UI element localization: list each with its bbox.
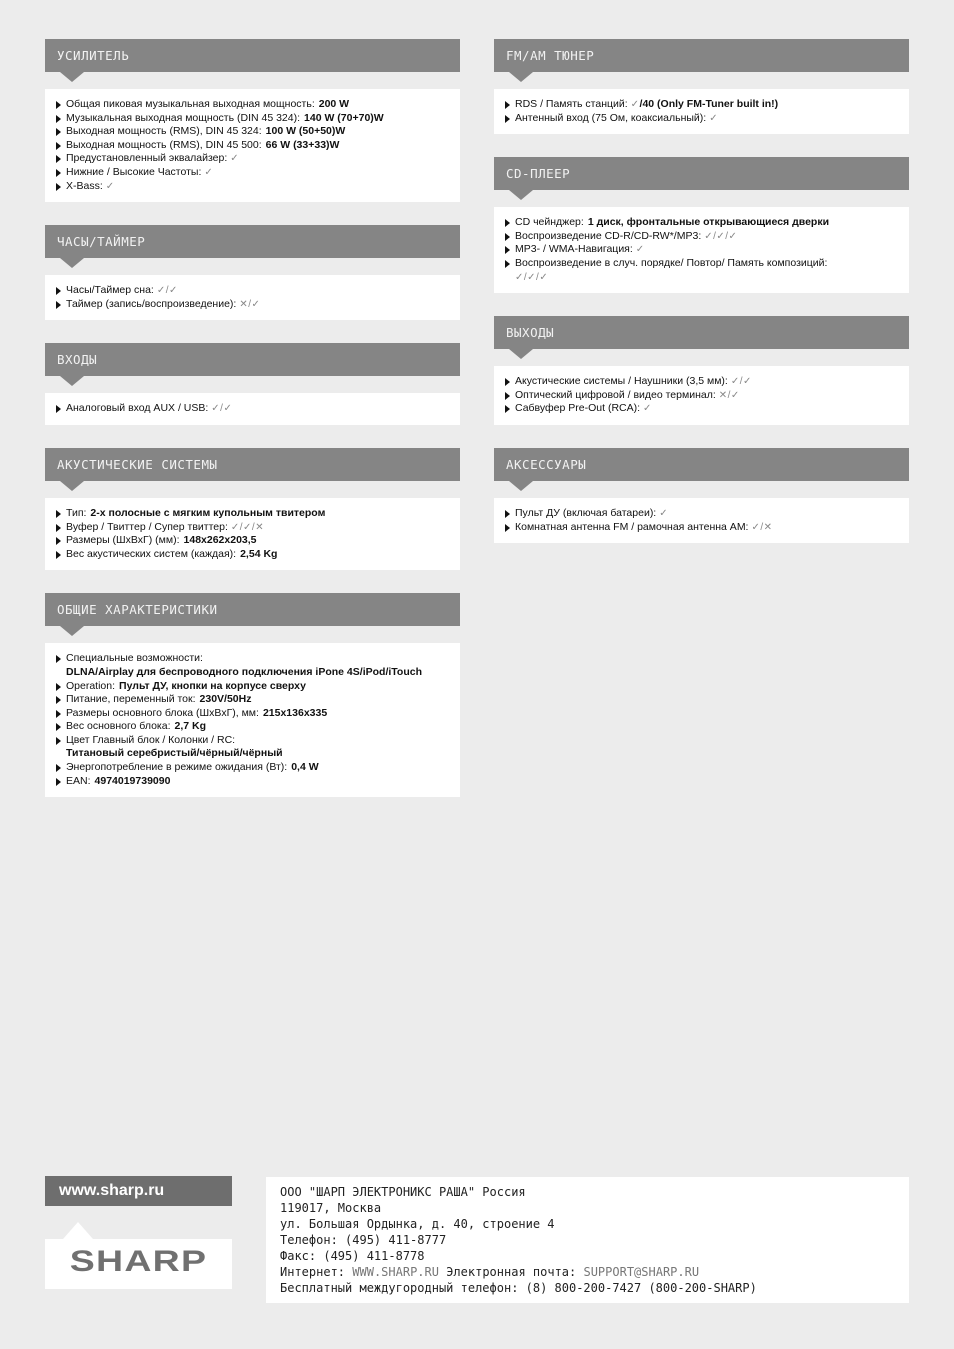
spec-value: 4974019739090: [94, 774, 171, 787]
spec-item: [56, 166, 450, 180]
spec-label: Нижние / Высокие Частоты:: [66, 165, 202, 178]
spec-value: /40 (Only FM-Tuner built in!): [639, 98, 779, 110]
spec-item: [56, 125, 450, 139]
spec-label: Аналоговый вход AUX / USB:: [66, 402, 209, 415]
spec-section: [45, 39, 460, 202]
spec-label: Пульт ДУ (включая батареи):: [515, 506, 657, 519]
spec-value: 200 W: [318, 98, 350, 110]
email-link[interactable]: SUPPORT@SHARP.RU: [583, 1265, 700, 1279]
check-icon: ✓: [630, 99, 640, 110]
spec-item: [56, 152, 450, 166]
check-icon: ✓/✓/✕: [230, 521, 265, 533]
section-title: CD-ПЛЕЕР: [494, 157, 909, 190]
spec-label: CD чейнджер:: [515, 216, 584, 229]
spec-item: [505, 243, 899, 257]
section-body: [494, 207, 909, 293]
spec-value: 1 диск, фронтальные открывающиеся дверки: [587, 216, 830, 229]
spec-item: [56, 402, 450, 416]
logo-text: SHARP: [69, 1245, 208, 1278]
spec-label: Комнатная антенна FM / рамочная антенна AM:: [515, 520, 749, 533]
spec-item: [56, 298, 450, 312]
check-icon: ✕/✓: [239, 298, 261, 310]
spec-item: [56, 652, 450, 679]
spec-item: [56, 112, 450, 126]
check-icon: ✓/✓/✓: [515, 271, 549, 283]
spec-item: [56, 521, 450, 535]
check-icon: ✓/✓/✓: [704, 230, 738, 242]
spec-value: 230V/50Hz: [199, 693, 252, 706]
spec-label: Размеры (ШхВхГ) (мм):: [66, 534, 180, 547]
spec-item: [56, 707, 450, 721]
section-title: ЧАСЫ/ТАЙМЕР: [45, 225, 460, 258]
spec-label: Сабвуфер Pre-Out (RCA):: [515, 402, 641, 415]
section-body: [45, 89, 460, 202]
check-icon: ✓: [230, 153, 240, 165]
check-icon: ✓/✓: [156, 285, 178, 297]
spec-value: Титановый серебристый/чёрный/чёрный: [66, 747, 283, 760]
check-icon: ✓: [204, 166, 214, 178]
spec-item: [505, 402, 899, 416]
spec-section: [494, 157, 909, 293]
right-column: [494, 39, 909, 566]
spec-item: [56, 534, 450, 548]
spec-item: [56, 761, 450, 775]
spec-label: Operation:: [66, 679, 116, 692]
check-icon: ✓: [105, 180, 115, 192]
spec-item: [56, 693, 450, 707]
spec-label: Таймер (запись/воспроизведение):: [66, 297, 237, 310]
spec-item: [56, 507, 450, 521]
check-icon: ✓: [643, 403, 652, 415]
spec-item: [56, 548, 450, 562]
spec-item: [505, 112, 899, 126]
spec-section: [45, 343, 460, 425]
check-icon: ✓: [635, 244, 645, 256]
section-title: ОБЩИЕ ХАРАКТЕРИСТИКИ: [45, 593, 460, 626]
check-icon: ✓: [659, 507, 669, 519]
section-title: FM/AM ТЮНЕР: [494, 39, 909, 72]
check-icon: ✓: [709, 112, 719, 124]
spec-value: 148x262x203,5: [183, 534, 257, 547]
check-icon: ✓/✓: [211, 403, 233, 415]
spec-label: Энергопотребление в режиме ожидания (Вт):: [66, 761, 288, 774]
spec-section: [45, 225, 460, 320]
left-column: [45, 39, 460, 820]
section-title: ВХОДЫ: [45, 343, 460, 376]
spec-label: Антенный вход (75 Ом, коаксиальный):: [515, 111, 707, 124]
website-url[interactable]: www.sharp.ru: [45, 1176, 232, 1206]
spec-value: Пульт ДУ, кнопки на корпусе сверху: [119, 679, 306, 692]
spec-section: [494, 39, 909, 134]
postal-code: 119017, Москва: [280, 1201, 382, 1215]
spec-value: 2,7 Kg: [174, 720, 207, 733]
check-icon: ✓/✕: [751, 521, 773, 533]
spec-item: [56, 284, 450, 298]
spec-label: Вес основного блока:: [66, 720, 171, 733]
spec-value: 215x136x335: [262, 706, 328, 719]
spec-item: [56, 180, 450, 194]
check-icon: ✕/✓: [718, 389, 740, 401]
spec-value: 66 W (33+33)W: [265, 138, 340, 151]
spec-label: Воспроизведение в случ. порядке/ Повтор/ Память композиций:: [515, 256, 828, 269]
spec-value: DLNA/Airplay для беспроводного подключения iPone 4S/iPod/iTouch: [66, 665, 422, 678]
section-body: [45, 643, 460, 797]
spec-item: [505, 257, 899, 284]
spec-label: Вес акустических систем (каждая):: [66, 547, 237, 560]
spec-item: [505, 507, 899, 521]
spec-value: 0,4 W: [291, 761, 319, 774]
section-title: УСИЛИТЕЛЬ: [45, 39, 460, 72]
spec-label: Общая пиковая музыкальная выходная мощность:: [66, 98, 315, 110]
phone-number: Телефон: (495) 411-8777: [280, 1233, 447, 1247]
spec-label: MP3- / WMA-Навигация:: [515, 243, 633, 256]
spec-label: Тип:: [66, 506, 87, 519]
section-body: [45, 498, 460, 570]
spec-label: EAN:: [66, 774, 91, 787]
internet-line: [280, 1264, 895, 1280]
section-body: [494, 366, 909, 425]
section-title: АКСЕССУАРЫ: [494, 448, 909, 481]
spec-value: 2-х полосные с мягким купольным твитером: [90, 506, 326, 519]
street-address: ул. Большая Ордынка, д. 40, строение 4: [280, 1217, 555, 1231]
spec-label: Питание, переменный ток:: [66, 693, 196, 706]
check-icon: ✓/✓: [730, 376, 752, 388]
spec-label: Размеры основного блока (ШхВхГ), мм:: [66, 706, 259, 719]
spec-item: [505, 230, 899, 244]
spec-item: [505, 98, 899, 112]
spec-item: [56, 775, 450, 789]
sharp-logo: [45, 1239, 232, 1289]
spec-label: Выходная мощность (RMS), DIN 45 500:: [66, 138, 262, 151]
spec-section: [494, 448, 909, 543]
spec-section: [45, 593, 460, 797]
spec-label: Предустановленный эквалайзер:: [66, 152, 228, 165]
spec-item: [505, 216, 899, 230]
email-label: Электронная почта:: [446, 1265, 577, 1279]
spec-value: 140 W (70+70)W: [304, 111, 384, 124]
company-name: ООО "ШАРП ЭЛЕКТРОНИКС РАША" Россия: [280, 1185, 526, 1199]
spec-value: 2,54 Kg: [240, 547, 278, 560]
spec-label: RDS / Память станций:: [515, 98, 628, 110]
spec-item: [505, 375, 899, 389]
spec-label: Часы/Таймер сна:: [66, 284, 154, 297]
spec-section: [45, 448, 460, 570]
spec-item: [56, 680, 450, 694]
spec-item: [56, 98, 450, 112]
internet-label: Интернет:: [280, 1265, 346, 1279]
spec-value: 100 W (50+50)W: [265, 125, 346, 138]
fax-number: Факс: (495) 411-8778: [280, 1249, 425, 1263]
hotline-number: Бесплатный междугородный телефон: (8) 800-200-7427 (800-200-SHARP): [280, 1281, 757, 1295]
internet-link[interactable]: WWW.SHARP.RU: [352, 1265, 439, 1279]
spec-label: Цвет Главный блок / Колонки / RC:: [66, 733, 236, 746]
section-body: [494, 89, 909, 134]
spec-item: [56, 734, 450, 761]
section-title: АКУСТИЧЕСКИЕ СИСТЕМЫ: [45, 448, 460, 481]
section-title: ВЫХОДЫ: [494, 316, 909, 349]
spec-label: Выходная мощность (RMS), DIN 45 324:: [66, 125, 262, 138]
spec-label: Оптический цифровой / видео терминал:: [515, 388, 716, 401]
section-body: [45, 275, 460, 320]
spec-item: [56, 720, 450, 734]
contact-info: [266, 1177, 909, 1303]
spec-item: [56, 139, 450, 153]
section-body: [45, 393, 460, 425]
spec-label: Акустические системы / Наушники (3,5 мм):: [515, 375, 728, 388]
spec-label: Воспроизведение CD-R/CD-RW*/MP3:: [515, 229, 702, 242]
spec-label: X-Bass:: [66, 179, 103, 192]
spec-label: Специальные возможности:: [66, 652, 203, 665]
spec-label: Вуфер / Твиттер / Супер твиттер:: [66, 520, 228, 533]
spec-item: [505, 389, 899, 403]
spec-section: [494, 316, 909, 425]
section-body: [494, 498, 909, 543]
spec-item: [505, 521, 899, 535]
spec-label: Музыкальная выходная мощность (DIN 45 324):: [66, 111, 301, 124]
